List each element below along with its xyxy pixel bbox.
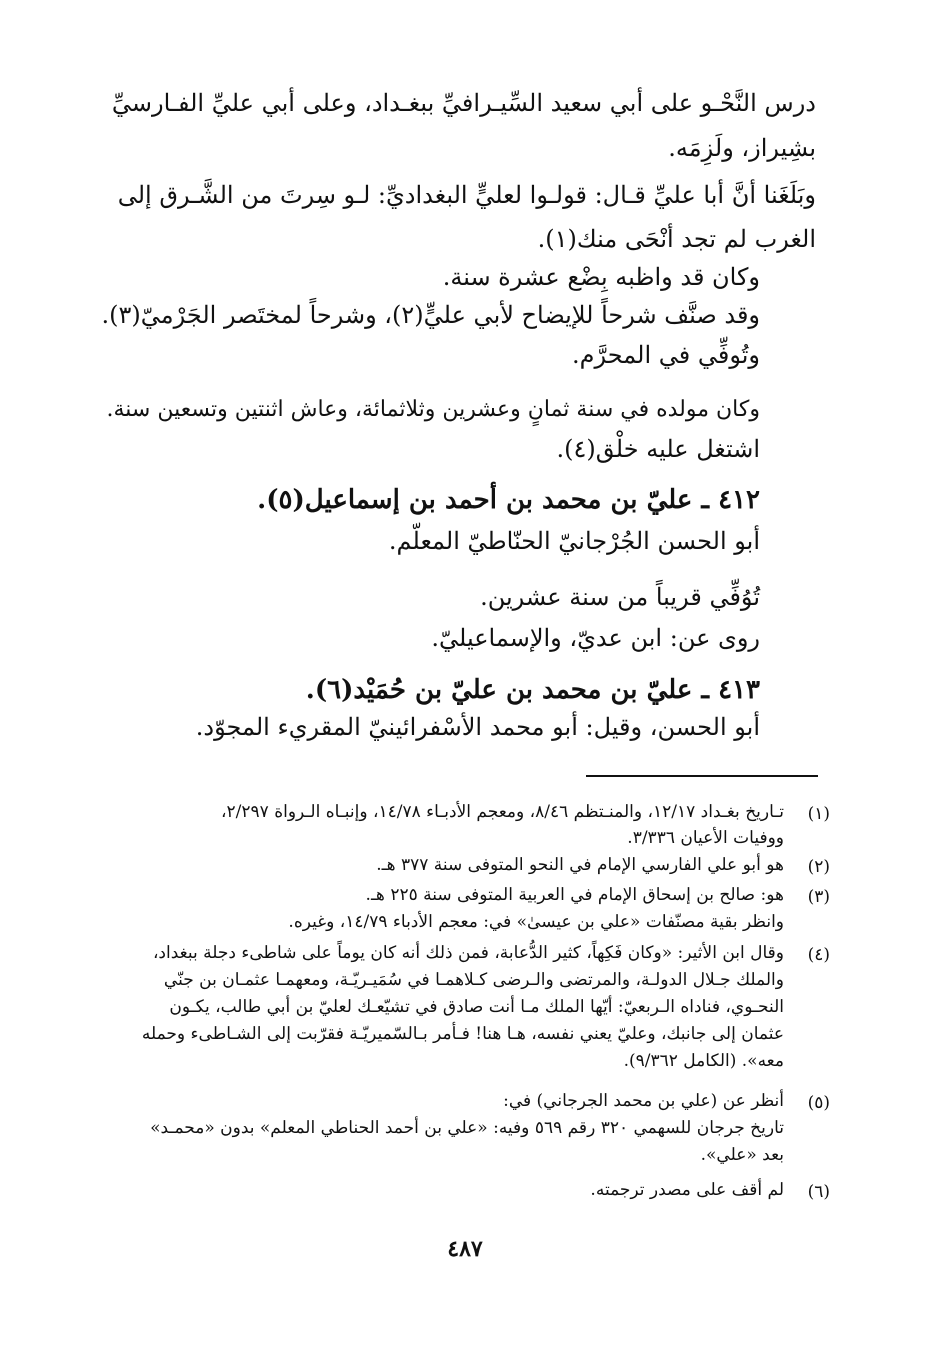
footnote-line: تـاريخ بغـداد ١٢/١٧، والمنـتظم ٨/٤٦، ومعجم الأدبـاء ١٤/٧٨، وإنبـاه الـرواة ٢/٢٩٧،: [221, 802, 784, 822]
footnote-number: (٦): [807, 1182, 830, 1202]
body-line: وكان قد واظبه بِضْع عشرة سنة.: [442, 263, 760, 291]
footnote-number: (٣): [807, 887, 830, 907]
footnote-line: لم أقف على مصدر ترجمته.: [590, 1180, 784, 1200]
body-line: وبَلَغَنا أنَّ أبا عليِّ قـال: قولـوا لعليٍّ البغداديِّ: لـو سِرتَ من الشَّـرق إلى: [117, 181, 816, 209]
entry-heading-412: ٤١٢ ـ عليّ بن محمد بن أحمد بن إسماعيل(٥).: [257, 485, 760, 515]
footnote-number: (٢): [807, 857, 830, 877]
footnote-number: (١): [807, 804, 830, 824]
footnote-number: (٤): [807, 945, 830, 965]
footnote-line: وقال ابن الأثير: «وكان فَكِهاً، كثير الدُّعابة، فمن ذلك أنه كان يوماً على شاطىء دجلة ببغداد،: [152, 943, 784, 963]
footnote-line: النحـوي، فناداه الـربعيّ: أيّها الملك مـا أنت صادق في تشيّعـك لعليّ بن أبي طالب، يكـون: [169, 997, 784, 1017]
footnote-line: وانظر بقية مصنّفات «علي بن عيسىٰ» في: معجم الأدباء ١٤/٧٩، وغيره.: [288, 912, 784, 932]
footnote-line: بعد «علي».: [700, 1145, 784, 1165]
footnote-line: ووفيات الأعيان ٣/٣٣٦.: [627, 828, 784, 848]
body-line: اشتغل عليه خلْق(٤).: [556, 435, 760, 463]
footnote-line: معه». (الكامل ٩/٣٦٢).: [623, 1051, 784, 1071]
footnote-line: عثمان إلى جانبك، وعليّ يعني نفسه، هـا هنا! فـأمر بـالسّميريّـة فقرّبت إلى الشـاطىء وحمله: [141, 1024, 784, 1044]
body-line: أبو الحسن الجُرْجانيّ الحنّاطيّ المعلّم.: [388, 527, 760, 555]
footnote-line: أنظر عن (علي بن محمد الجرجاني) في:: [503, 1091, 784, 1111]
body-line: الغرب لم تجد أنْحَى منك(١).: [537, 225, 816, 253]
footnote-number: (٥): [807, 1093, 830, 1113]
body-line: بشِيراز، ولَزِمَه.: [668, 134, 816, 162]
body-line: أبو الحسن، وقيل: أبو محمد الأسْفرائينيّ المقريء المجوّد.: [195, 713, 760, 741]
footnote-separator: [586, 775, 818, 777]
entry-heading-413: ٤١٣ ـ عليّ بن محمد بن عليّ بن حُمَيْد(٦).: [305, 675, 760, 705]
body-line: روى عن: ابن عديّ، والإسماعيليّ.: [431, 624, 760, 652]
body-line: تُوُفِّي قريباً من سنة عشرين.: [480, 583, 760, 611]
footnote-line: هو أبو علي الفارسي الإمام في النحو المتوفى سنة ٣٧٧ هـ.: [376, 855, 784, 875]
body-line: وتُوفِّي في المحرَّم.: [572, 341, 760, 369]
body-line: وكان مولده في سنة ثمانٍ وعشرين وثلاثمائة، وعاش اثنتين وتسعين سنة.: [106, 397, 760, 422]
body-line: وقد صنَّف شرحاً للإيضاح لأبي عليٍّ(٢)، وشرحاً لمختَصر الجَرْميّ(٣).: [101, 301, 760, 329]
body-line: درس النَّحْـو على أبي سعيد السِّيـرافيِّ ببغـداد، وعلى أبي عليِّ الفـارسيِّ: [111, 89, 816, 117]
footnote-line: هو: صالح بن إسحاق الإمام في العربية المتوفى سنة ٢٢٥ هـ.: [365, 885, 784, 905]
footnote-line: تاريخ جرجان للسهمي ٣٢٠ رقم ٥٦٩ وفيه: «علي بن أحمد الحناطي المعلم» بدون «محمـد»: [150, 1118, 784, 1138]
page-number: ٤٨٧: [447, 1236, 483, 1262]
footnote-line: والملك جـلال الدولـة، والمرتضى والـرضى كـلاهمـا في سُمَيـريّـة، ومعهمـا عثمـان بن جنّي: [163, 970, 784, 990]
